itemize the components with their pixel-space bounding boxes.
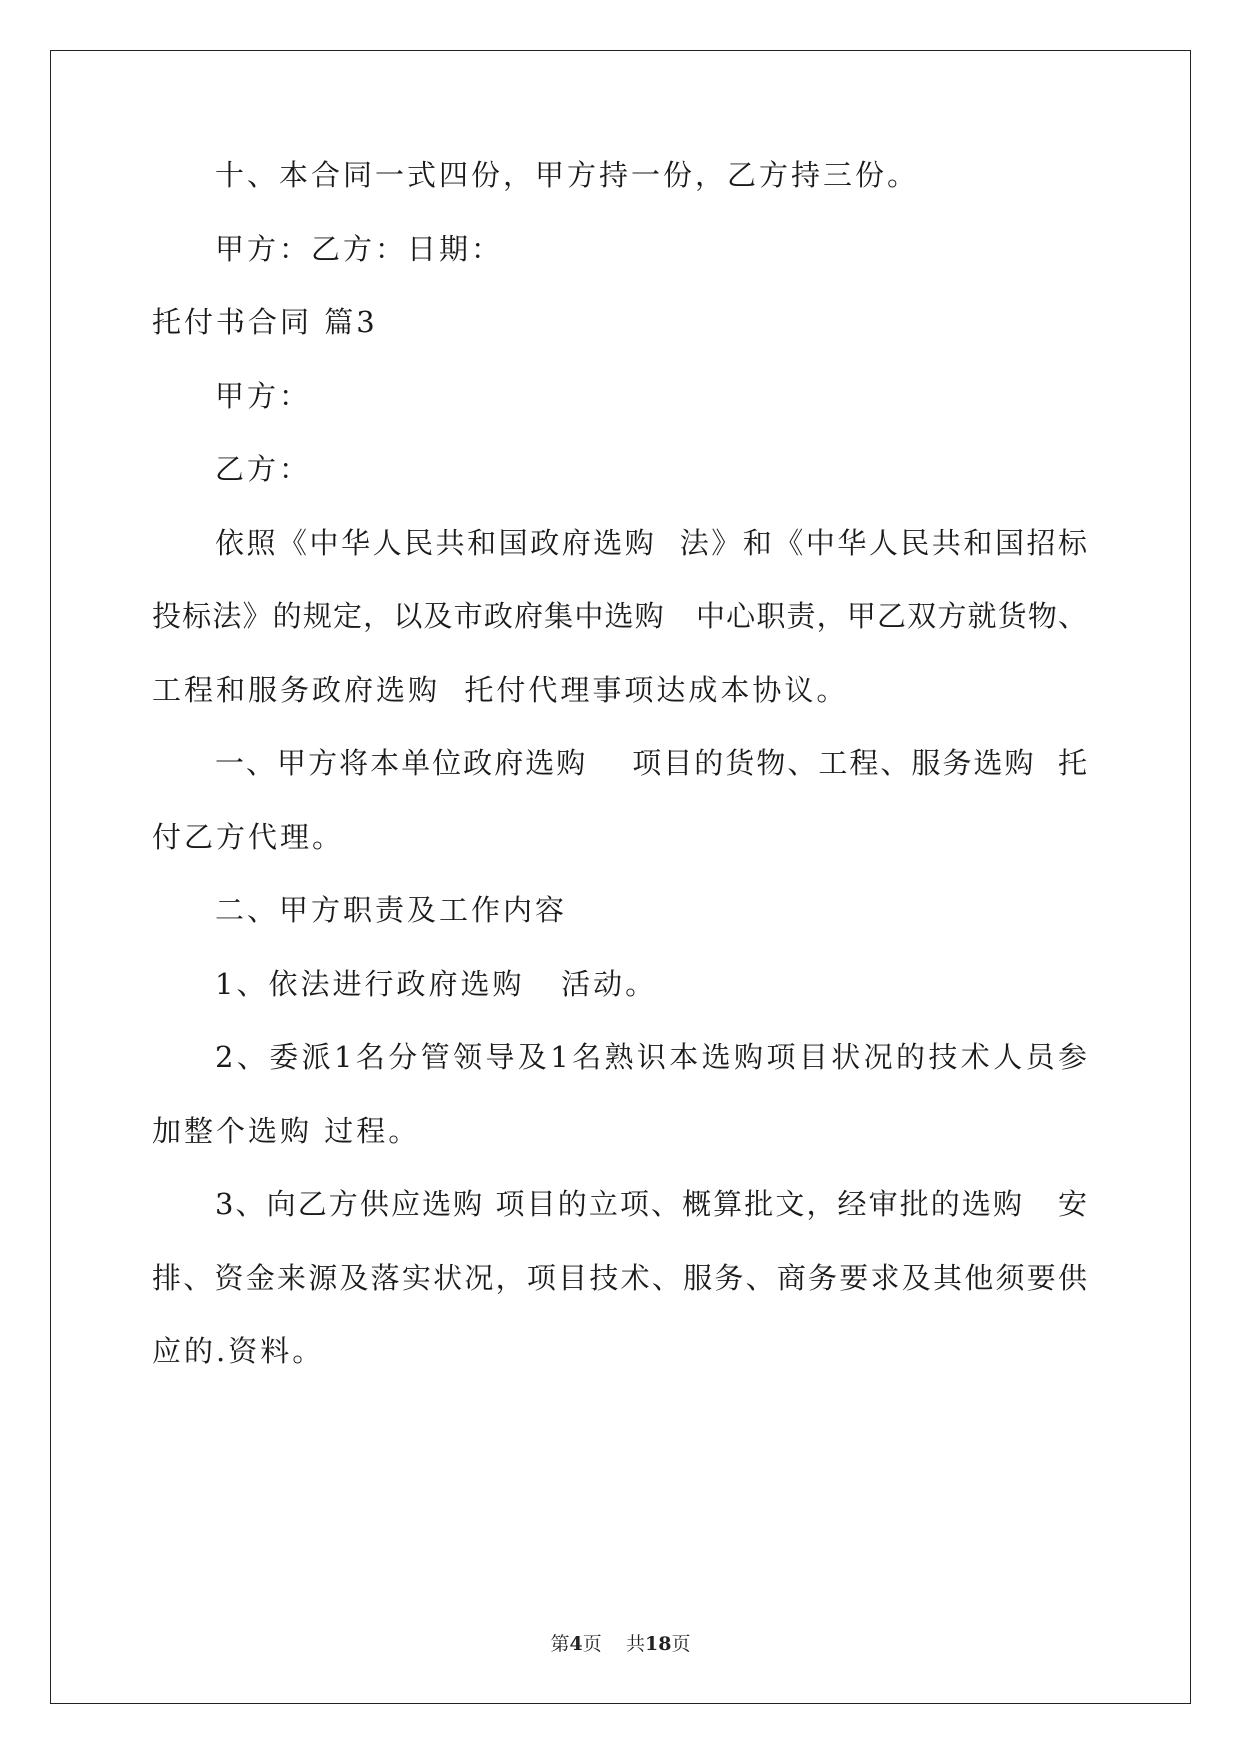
- page-frame: [50, 50, 1191, 1704]
- list-item: 3、向乙方供应选购 项目的立项、概算批文，经审批的选购 安: [215, 1187, 1087, 1221]
- clause-heading: 二、甲方职责及工作内容: [215, 893, 568, 927]
- signature-line: 甲方：乙方：日期：: [215, 232, 504, 266]
- page-suffix: 页: [582, 1633, 602, 1655]
- party-b-label: 乙方：: [215, 452, 312, 486]
- list-item-continuation: 应的.资料。: [152, 1334, 325, 1368]
- page-number: 4: [569, 1633, 583, 1655]
- paragraph-line: 付乙方代理。: [152, 820, 345, 854]
- list-item-continuation: 加整个选购 过程。: [152, 1114, 421, 1148]
- paragraph-line: 依照《中华人民共和国政府选购 法》和《中华人民共和国招标: [215, 526, 1087, 560]
- total-suffix: 页: [671, 1633, 691, 1655]
- list-item: 2、委派1名分管领导及1名熟识本选购项目状况的技术人员参: [215, 1040, 1087, 1074]
- paragraph-line: 一、甲方将本单位政府选购 项目的货物、工程、服务选购 托: [215, 746, 1087, 780]
- clause-ten: 十、本合同一式四份，甲方持一份，乙方持三份。: [215, 158, 920, 192]
- list-item: 1、依法进行政府选购 活动。: [215, 967, 658, 1001]
- page-footer: [0, 1633, 1241, 1655]
- party-a-label: 甲方：: [215, 379, 312, 413]
- total-prefix: 共: [625, 1633, 645, 1655]
- paragraph-line: 投标法》的规定，以及市政府集中选购 中心职责，甲乙双方就货物、: [152, 599, 1087, 633]
- paragraph-line: 工程和服务政府选购 托付代理事项达成本协议。: [152, 673, 849, 707]
- page-prefix: 第: [550, 1633, 570, 1655]
- total-pages: 18: [644, 1633, 672, 1655]
- section-heading: 托付书合同 篇3: [152, 305, 378, 339]
- list-item-continuation: 排、资金来源及落实状况，项目技术、服务、商务要求及其他须要供: [152, 1261, 1087, 1295]
